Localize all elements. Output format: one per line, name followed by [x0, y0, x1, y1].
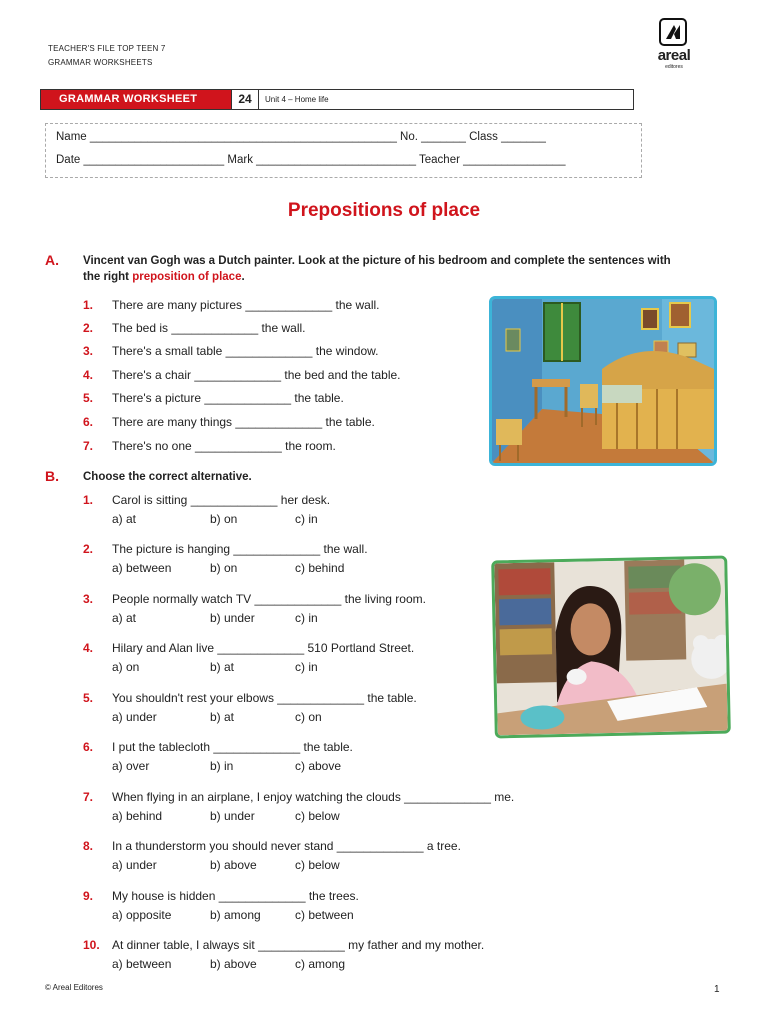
section-b-item	[83, 542, 368, 556]
section-a-item	[83, 368, 401, 382]
item-number: 2.	[83, 542, 94, 556]
item-sentence: The bed is _____________ the wall.	[112, 321, 306, 335]
section-a-highlight: preposition of place	[132, 271, 242, 283]
item-sentence: There's no one _____________ the room.	[112, 439, 336, 453]
worksheet-banner	[40, 89, 634, 110]
option-c[interactable]: c) below	[295, 809, 340, 823]
item-number: 9.	[83, 889, 94, 903]
option-a[interactable]: a) at	[112, 611, 137, 625]
option-a[interactable]: a) opposite	[112, 908, 172, 922]
section-b-letter: B.	[45, 468, 59, 484]
student-info-box	[45, 123, 642, 178]
logo-mark-icon	[659, 18, 687, 46]
option-a[interactable]: a) behind	[112, 809, 163, 823]
option-b[interactable]: b) on	[210, 561, 238, 575]
option-b[interactable]: b) among	[210, 908, 261, 922]
van-gogh-bedroom-image	[489, 296, 717, 466]
section-a-text-end: .	[241, 271, 245, 283]
logo-subtext: editores	[665, 64, 683, 70]
section-b-item	[83, 740, 353, 754]
option-c[interactable]: c) behind	[295, 561, 345, 575]
option-a[interactable]: a) at	[112, 512, 137, 526]
item-sentence: I put the tablecloth _____________ the table.	[112, 740, 353, 754]
item-number: 7.	[83, 790, 94, 804]
name-line: Name ________________________________________________ No. _______ Class _______	[56, 131, 546, 143]
item-number: 1.	[83, 493, 94, 507]
page-number: 1	[714, 984, 720, 995]
logo-text: areal	[657, 47, 691, 64]
item-number: 2.	[83, 321, 94, 335]
footer-copyright: © Areal Editores	[45, 983, 103, 992]
item-number: 7.	[83, 439, 94, 453]
item-number: 8.	[83, 839, 94, 853]
header-line-2: GRAMMAR WORKSHEETS	[48, 58, 153, 67]
item-sentence: Carol is sitting _____________ her desk.	[112, 493, 331, 507]
section-b-item	[83, 790, 514, 804]
section-a-item	[83, 321, 305, 335]
item-sentence: My house is hidden _____________ the trees.	[112, 889, 359, 903]
option-b[interactable]: b) under	[210, 809, 255, 823]
item-sentence: There are many pictures _____________ the wall.	[112, 298, 380, 312]
option-c[interactable]: c) in	[295, 611, 318, 625]
option-a[interactable]: a) under	[112, 858, 157, 872]
item-sentence: When flying in an airplane, I enjoy watching the clouds _____________ me.	[112, 790, 515, 804]
item-sentence: You shouldn't rest your elbows _____________ the table.	[112, 691, 417, 705]
section-b-item	[83, 493, 330, 507]
item-sentence: Hilary and Alan live _____________ 510 Portland Street.	[112, 641, 415, 655]
option-c[interactable]: c) above	[295, 759, 342, 773]
section-b-instructions: Choose the correct alternative.	[83, 471, 252, 483]
option-c[interactable]: c) between	[295, 908, 354, 922]
item-number: 5.	[83, 391, 94, 405]
item-number: 6.	[83, 740, 94, 754]
option-c[interactable]: c) in	[295, 660, 318, 674]
item-sentence: There's a picture _____________ the table.	[112, 391, 344, 405]
item-number: 5.	[83, 691, 94, 705]
option-c[interactable]: c) below	[295, 858, 340, 872]
item-sentence: There's a small table _____________ the window.	[112, 344, 379, 358]
option-a[interactable]: a) between	[112, 957, 172, 971]
item-sentence: There's a chair _____________ the bed and the table.	[112, 368, 401, 382]
item-number: 1.	[83, 298, 94, 312]
header-line-1: TEACHER'S FILE TOP TEEN 7	[48, 44, 166, 53]
option-c[interactable]: c) on	[295, 710, 322, 724]
option-b[interactable]: b) above	[210, 858, 257, 872]
section-b-item	[83, 592, 426, 606]
section-a-text: Vincent van Gogh was a Dutch painter. Look at the picture of his bedroom and complete the sentences with the right	[83, 255, 671, 283]
section-a-item	[83, 391, 344, 405]
section-a-instructions	[83, 253, 683, 285]
option-a[interactable]: a) on	[112, 660, 140, 674]
item-sentence: In a thunderstorm you should never stand _____________ a tree.	[112, 839, 461, 853]
section-a-item	[83, 344, 378, 358]
banner-unit: Unit 4 – Home life	[265, 95, 329, 104]
page-title: Prepositions of place	[287, 200, 481, 221]
option-c[interactable]: c) in	[295, 512, 318, 526]
item-sentence: There are many things _____________ the table.	[112, 415, 375, 429]
banner-title: GRAMMAR WORKSHEET	[41, 90, 231, 109]
item-sentence: The picture is hanging _____________ the wall.	[112, 542, 368, 556]
option-a[interactable]: a) under	[112, 710, 157, 724]
option-a[interactable]: a) between	[112, 561, 172, 575]
section-a-item	[83, 439, 336, 453]
item-number: 10.	[83, 938, 100, 952]
option-b[interactable]: b) in	[210, 759, 234, 773]
item-number: 4.	[83, 368, 94, 382]
option-b[interactable]: b) at	[210, 660, 235, 674]
section-a-item	[83, 298, 380, 312]
item-number: 3.	[83, 344, 94, 358]
girl-studying-image	[491, 556, 731, 739]
option-b[interactable]: b) on	[210, 512, 238, 526]
banner-number: 24	[231, 90, 259, 109]
option-b[interactable]: b) above	[210, 957, 257, 971]
section-a-letter: A.	[45, 252, 59, 268]
option-b[interactable]: b) under	[210, 611, 255, 625]
areal-logo	[645, 18, 707, 70]
item-sentence: At dinner table, I always sit _____________ my father and my mother.	[112, 938, 485, 952]
item-number: 4.	[83, 641, 94, 655]
item-sentence: People normally watch TV _____________ the living room.	[112, 592, 426, 606]
section-b-item	[83, 691, 417, 705]
option-c[interactable]: c) among	[295, 957, 346, 971]
item-number: 6.	[83, 415, 94, 429]
section-b-item	[83, 938, 484, 952]
section-a-item	[83, 415, 375, 429]
date-line: Date ______________________ Mark _________________________ Teacher ________________	[56, 154, 566, 166]
section-b-item	[83, 641, 414, 655]
option-b[interactable]: b) at	[210, 710, 235, 724]
section-b-item	[83, 889, 359, 903]
item-number: 3.	[83, 592, 94, 606]
option-a[interactable]: a) over	[112, 759, 150, 773]
section-b-item	[83, 839, 461, 853]
